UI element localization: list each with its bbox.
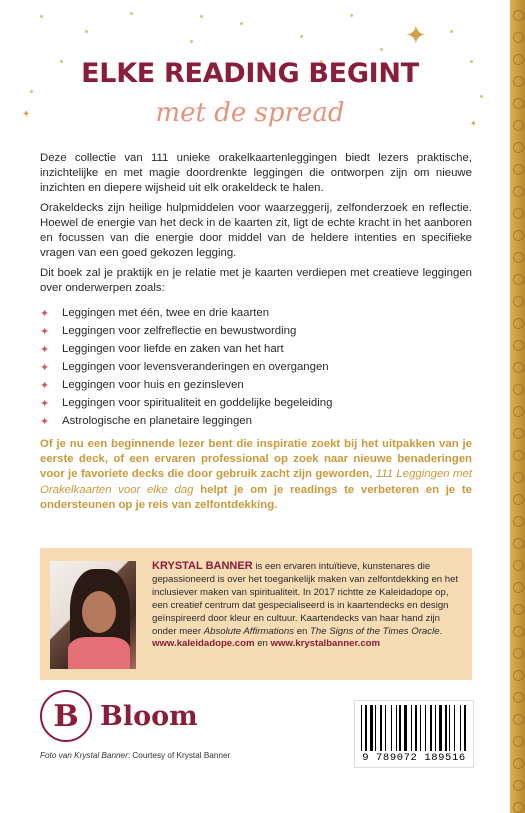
cover-subtitle: met de spread bbox=[155, 98, 345, 128]
author-bio-box bbox=[40, 548, 472, 680]
author-name: KRYSTAL BANNER bbox=[152, 560, 253, 572]
intro-paragraph-3: Dit boek zal je praktijk en je relatie met je kaarten verdiepen met creatieve leggingen over onderwerpen zoals: bbox=[40, 267, 472, 294]
barcode-bar bbox=[464, 705, 466, 751]
list-item-text: Leggingen voor huis en gezinsleven bbox=[62, 379, 244, 391]
topic-list bbox=[40, 304, 472, 430]
sparkle-dot bbox=[240, 22, 243, 25]
spine-stripe bbox=[510, 0, 525, 813]
spine-pattern-mark bbox=[513, 626, 524, 637]
intro-paragraph-1: Deze collectie van 111 unieke orakelkaartenleggingen biedt lezers praktische, inzichtelijke en met magie doordrenkte leggingen die ontworpen zijn om nieuwe inzichten en diepere wijsheid uit elk orakeldeck te halen. bbox=[40, 152, 472, 194]
barcode-bar bbox=[439, 705, 442, 751]
sparkle-star-icon: ✦ bbox=[22, 109, 31, 120]
list-item bbox=[40, 304, 472, 322]
barcode-bar bbox=[411, 705, 412, 751]
list-item bbox=[40, 358, 472, 376]
spine-pattern-mark bbox=[513, 274, 524, 285]
closing-paragraph bbox=[40, 437, 472, 513]
spine-pattern-mark bbox=[513, 692, 524, 703]
photo-credit bbox=[40, 751, 230, 760]
spine-pattern-mark bbox=[513, 98, 524, 109]
spine-pattern-mark bbox=[513, 296, 524, 307]
spine-pattern-mark bbox=[513, 780, 524, 791]
spine-pattern-mark bbox=[513, 516, 524, 527]
spine-pattern-mark bbox=[513, 230, 524, 241]
spine-pattern-mark bbox=[513, 186, 524, 197]
barcode-bar bbox=[375, 705, 376, 751]
sparkle-dot bbox=[130, 12, 133, 15]
barcode-bar bbox=[399, 705, 401, 751]
barcode-bars bbox=[361, 705, 467, 751]
list-item-text: Leggingen met één, twee en drie kaarten bbox=[62, 307, 270, 319]
spine-pattern-mark bbox=[513, 208, 524, 219]
star-bullet-icon: ✦ bbox=[40, 343, 50, 356]
sparkle-dot bbox=[85, 30, 88, 33]
barcode-bar bbox=[435, 705, 436, 751]
bio-conjunction: en bbox=[257, 638, 268, 650]
photo-credit-label: Foto van Krystal Banner bbox=[40, 751, 128, 760]
sparkle-dot bbox=[300, 35, 303, 38]
website-link-2[interactable]: www.krystalbanner.com bbox=[270, 638, 381, 650]
spine-pattern-mark bbox=[513, 32, 524, 43]
spine-pattern-mark bbox=[513, 120, 524, 131]
barcode-bar bbox=[380, 705, 382, 751]
closing-text-2: helpt je om je readings te verbeteren en je te ondersteunen op je reis van zelfontdekking. bbox=[40, 483, 472, 511]
barcode-bar bbox=[396, 705, 397, 751]
spine-pattern-mark bbox=[513, 54, 524, 65]
closing-text-1: Of je nu een beginnende lezer bent die inspiratie zoekt bij het uitpakken van je eerste deck, of een ervaren professional op zoek naar nieuwe benaderingen voor je favoriete decks die door gebruik zacht zijn geworden, bbox=[40, 438, 472, 481]
isbn-barcode bbox=[354, 700, 474, 768]
star-bullet-icon: ✦ bbox=[40, 307, 50, 320]
star-bullet-icon: ✦ bbox=[40, 415, 50, 428]
star-bullet-icon: ✦ bbox=[40, 325, 50, 338]
spine-pattern-mark bbox=[513, 428, 524, 439]
sparkle-dot bbox=[190, 40, 193, 43]
work-title-1: Absolute Affirmations bbox=[203, 625, 295, 637]
website-link-1[interactable]: www.kaleidadope.com bbox=[152, 638, 255, 650]
barcode-bar bbox=[445, 705, 447, 751]
barcode-bar bbox=[430, 705, 432, 751]
spine-pattern-mark bbox=[513, 406, 524, 417]
barcode-bar bbox=[404, 705, 407, 751]
list-item-text: Leggingen voor zelfreflectie en bewustwording bbox=[62, 325, 297, 337]
spine-pattern-mark bbox=[513, 714, 524, 725]
barcode-bar bbox=[370, 705, 373, 751]
list-item bbox=[40, 412, 472, 430]
list-item-text: Astrologische en planetaire leggingen bbox=[62, 415, 252, 427]
list-item bbox=[40, 376, 472, 394]
spine-pattern-mark bbox=[513, 142, 524, 153]
spine-pattern-mark bbox=[513, 472, 524, 483]
star-bullet-icon: ✦ bbox=[40, 379, 50, 392]
sparkle-star-icon: ✦ bbox=[470, 119, 477, 128]
barcode-bar bbox=[385, 705, 386, 751]
spine-pattern-mark bbox=[513, 252, 524, 263]
list-item-text: Leggingen voor spiritualiteit en goddelijke begeleiding bbox=[62, 397, 333, 409]
spine-pattern-mark bbox=[513, 736, 524, 747]
publisher-logo-icon: B bbox=[40, 690, 92, 742]
barcode-bar bbox=[361, 705, 362, 751]
barcode-bar bbox=[420, 705, 421, 751]
sparkle-dot bbox=[30, 90, 33, 93]
photo-credit-text: : Courtesy of Krystal Banner bbox=[127, 751, 231, 760]
spine-pattern-mark bbox=[513, 582, 524, 593]
author-photo bbox=[50, 561, 136, 669]
barcode-bar bbox=[391, 705, 392, 751]
spine-pattern-mark bbox=[513, 538, 524, 549]
sparkle-dot bbox=[200, 15, 203, 18]
list-item bbox=[40, 322, 472, 340]
isbn-number: 9 789072 189516 bbox=[362, 752, 466, 764]
spine-pattern-mark bbox=[513, 604, 524, 615]
sparkle-dot bbox=[350, 14, 353, 17]
intro-paragraph-2: Orakeldecks zijn heilige hulpmiddelen voor waarzeggerij, zelfonderzoek en reflectie. Hoewel de energie van het deck in de kaarten zit, ligt de echte kracht in het aanboren en focussen van die energie door middel van de heldere intenties en specifieke vragen van een goed gekozen legging. bbox=[40, 202, 472, 259]
spine-pattern-mark bbox=[513, 164, 524, 175]
book-title-italic: 111 Leggingen met Orakelkaarten voor elke dag bbox=[40, 468, 473, 496]
bio-conjunction: en bbox=[296, 625, 308, 637]
barcode-bar bbox=[449, 705, 450, 751]
spine-pattern-mark bbox=[513, 802, 524, 813]
star-bullet-icon: ✦ bbox=[40, 361, 50, 374]
list-item-text: Leggingen voor levensveranderingen en overgangen bbox=[62, 361, 329, 373]
barcode-bar bbox=[460, 705, 461, 751]
list-item-text: Leggingen voor liefde en zaken van het hart bbox=[62, 343, 284, 355]
sparkle-dot bbox=[450, 30, 453, 33]
spine-pattern-mark bbox=[513, 384, 524, 395]
list-item bbox=[40, 340, 472, 358]
publisher-name: Bloom bbox=[100, 700, 198, 732]
spine-pattern-mark bbox=[513, 494, 524, 505]
sparkle-star-icon: ✦ bbox=[405, 20, 427, 50]
spine-pattern-mark bbox=[513, 340, 524, 351]
author-bio-text: KRYSTAL BANNER is een ervaren intuïtieve, kunstenares die gepassioneerd is over het toegankelijk maken van zelfontdekking en het inclusiever maken van spiritualiteit. In 2017 richtte ze Kaleidadope op, een creatief centrum dat gespecialiseerd is in kaartendecks en design geïnspireerd door kleur en cultuur. Kaartendecks van haar hand zijn onder meer Absolute Affirmations en The Signs of the Times Oracle. www.kaleidadope.com en www.krystalbanner.com bbox=[152, 560, 459, 650]
spine-pattern-mark bbox=[513, 758, 524, 769]
spine-pattern-mark bbox=[513, 10, 524, 21]
work-title-2: The Signs of the Times Oracle bbox=[310, 625, 440, 637]
bio-text: is een ervaren intuïtieve, kunstenares die gepassioneerd is over het toegankelijk maken van zelfontdekking en het inclusiever maken van spiritualiteit. In 2017 richtte ze Kaleidadope op, een creatief centrum dat gespecialiseerd is in kaartendecks en design geïnspireerd door kleur en cultuur. Kaartendecks van haar hand zijn onder meer bbox=[152, 561, 459, 637]
publisher-logo bbox=[40, 690, 198, 742]
spine-pattern-mark bbox=[513, 362, 524, 373]
barcode-bar bbox=[415, 705, 417, 751]
list-item bbox=[40, 394, 472, 412]
barcode-bar bbox=[425, 705, 426, 751]
sparkle-dot bbox=[40, 15, 43, 18]
spine-pattern-mark bbox=[513, 318, 524, 329]
sparkle-dot bbox=[380, 48, 383, 51]
spine-pattern-mark bbox=[513, 560, 524, 571]
spine-pattern-mark bbox=[513, 76, 524, 87]
spine-pattern-mark bbox=[513, 450, 524, 461]
star-bullet-icon: ✦ bbox=[40, 397, 50, 410]
spine-pattern-mark bbox=[513, 648, 524, 659]
barcode-bar bbox=[365, 705, 367, 751]
spine-pattern-mark bbox=[513, 670, 524, 681]
cover-title: ELKE READING BEGINT bbox=[81, 58, 419, 89]
barcode-bar bbox=[454, 705, 455, 751]
